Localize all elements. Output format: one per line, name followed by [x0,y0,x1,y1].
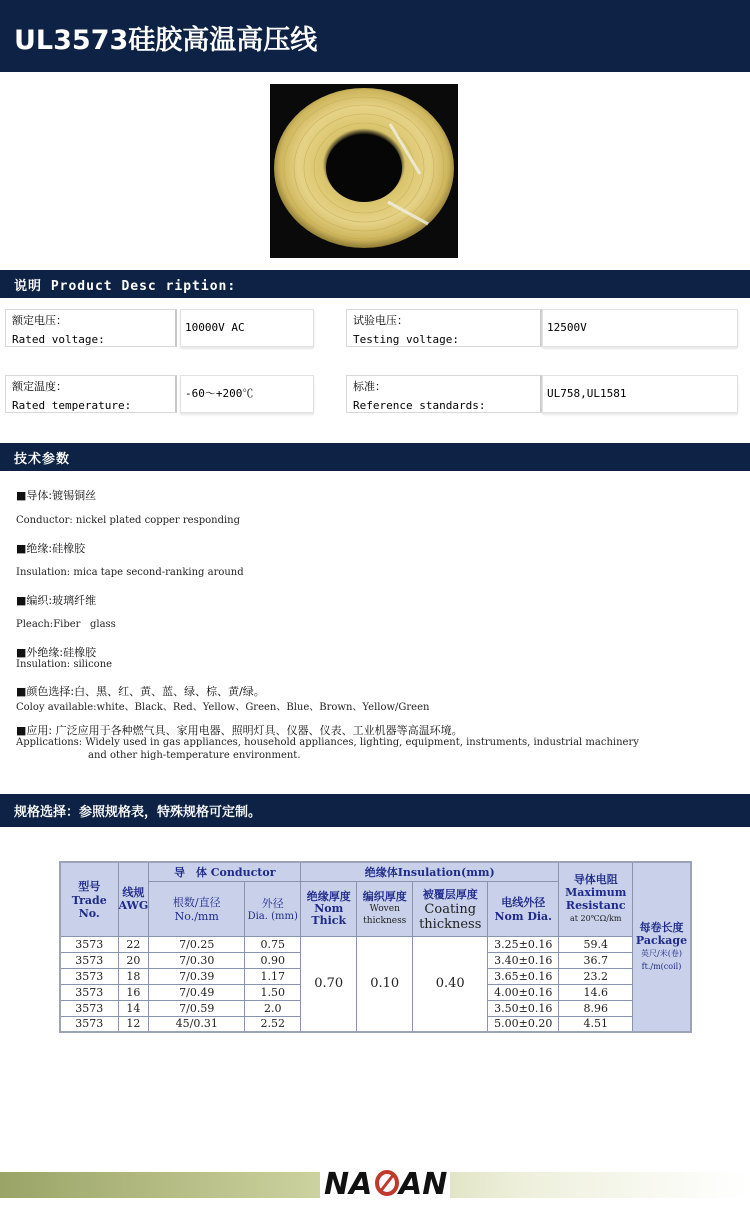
header-nom-thick-cn: 绝缘厚度 [306,889,351,903]
header-dia [245,881,301,936]
header-od [488,881,559,936]
cell-strands: 7/0.30 [149,952,245,968]
header-resistance-unit: at 20℃Ω/km [570,914,622,924]
cell-od: 3.25±0.16 [488,936,559,952]
header-nom-thick [301,881,357,936]
header-woven-cn: 编织厚度 [362,889,407,903]
cell-od: 3.50±0.16 [488,1000,559,1016]
section-tech-header [0,443,750,471]
wire-coil-image [270,84,458,258]
header-model-en: Trade No. [71,894,107,921]
cell-strands: 45/0.31 [149,1016,245,1032]
standards-label-cn: 标准： [353,380,386,393]
cell-awg: 20 [118,952,149,968]
cell-res: 36.7 [559,952,633,968]
cell-model: 3573 [60,984,118,1000]
header-resistance-cn: 导体电阻 [573,873,618,887]
jacket-cn: ■外绝缘:硅橡胶 [16,646,97,659]
header-insulation: 绝缘体Insulation(mm) [301,862,559,881]
header-od-en: Nom Dia. [494,910,552,923]
test-voltage-value: 12500V [542,309,738,347]
section-description-title: 说明 Product Desc ription: [14,279,237,294]
section-tech-title: 技术参数 [14,452,71,467]
cell-dia: 1.50 [245,984,301,1000]
cell-dia: 1.17 [245,968,301,984]
header-package-en: Package [635,934,688,947]
test-voltage-label [346,309,542,347]
header-strands [149,881,245,936]
header-dia-cn: 外径 [261,897,284,910]
section-spec-header [0,794,750,827]
product-photo [270,84,458,258]
header-awg: 线规 AWG [118,862,149,936]
braid-en: Pleach:Fiber glass [16,619,116,630]
cell-res: 4.51 [559,1016,633,1032]
rated-voltage-label-en: Rated voltage: [12,333,105,346]
cell-nom-thick: 0.70 [301,936,357,1032]
header-resistance [559,862,633,936]
cell-od: 3.40±0.16 [488,952,559,968]
logo-text-an: AN [399,1167,448,1200]
cell-od: 3.65±0.16 [488,968,559,984]
cell-od: 4.00±0.16 [488,984,559,1000]
applications-cn: ■应用: 广泛应用于各种燃气具、家用电器、照明灯具、仪器、仪表、工业机器等高温环境。 [16,724,463,737]
cell-res: 59.4 [559,936,633,952]
color-cn: ■颜色选择:白、黑、红、黄、蓝、绿、棕、黄/绿。 [16,685,265,698]
cell-model: 3573 [60,936,118,952]
header-woven [357,881,413,936]
rated-voltage-label-cn: 额定电压： [12,314,67,327]
header-dia-en: Dia. (mm) [247,911,298,922]
table-row [60,936,691,952]
conductor-cn: ■导体:镀锡铜丝 [16,489,97,502]
standards-value: UL758,UL1581 [542,375,738,413]
header-strands-en: No./mm [174,910,219,923]
header-package [633,862,691,1032]
conductor-en: Conductor: nickel plated copper responding [16,515,241,526]
logo-text-na: NA [324,1167,373,1200]
header-model [60,862,118,936]
rated-temp-label-en: Rated temperature: [12,399,132,412]
cell-dia: 2.0 [245,1000,301,1016]
cell-woven: 0.10 [357,936,413,1032]
section-description-header [0,270,750,298]
cell-res: 14.6 [559,984,633,1000]
header-woven-en: Woven thickness [363,903,407,926]
standards-label [346,375,542,413]
cell-coating: 0.40 [413,936,488,1032]
header-coating-cn: 被覆层厚度 [422,887,478,901]
insulation-en: Insulation: mica tape second-ranking around [16,567,244,578]
header-nom-thick-en: Nom Thick [311,901,347,927]
cell-od: 5.00±0.20 [488,1016,559,1032]
cell-dia: 2.52 [245,1016,301,1032]
cell-model: 3573 [60,968,118,984]
cell-res: 8.96 [559,1000,633,1016]
header-coating-en: Coating thickness [419,901,482,932]
jacket-en: Insulation: silicone [16,659,113,670]
cell-strands: 7/0.39 [149,968,245,984]
insulation-cn: ■绝缘:硅橡胶 [16,542,86,555]
applications-en: Applications: Widely used in gas appliances, household appliances, lighting, equipment, instruments, industrial machinery [16,737,639,748]
test-voltage-label-cn: 试验电压： [353,314,408,327]
header-package-cn: 每卷长度 [639,921,684,934]
header-coating [413,881,488,936]
section-spec-title: 规格选择：参照规格表，特殊规格可定制。 [14,805,262,820]
braid-cn: ■编织:玻璃纤维 [16,594,97,607]
color-en: Coloy available:white、Black、Red、Yellow、Green、Blue、Brown、Yellow/Green [16,702,430,713]
applications-en-cont: and other high-temperature environment. [88,750,301,761]
cell-model: 3573 [60,1016,118,1032]
cell-awg: 14 [118,1000,149,1016]
header-strands-cn: 根数/直径 [172,896,221,909]
cell-dia: 0.90 [245,952,301,968]
cell-model: 3573 [60,1000,118,1016]
header-conductor: 导 体 Conductor [149,862,301,881]
rated-voltage-value: 10000V AC [180,309,314,347]
page-header [0,0,750,72]
standards-label-en: Reference standards: [353,399,486,412]
cell-strands: 7/0.59 [149,1000,245,1016]
rated-temp-label [5,375,177,413]
header-od-cn: 电线外径 [501,896,546,909]
cell-model: 3573 [60,952,118,968]
cell-res: 23.2 [559,968,633,984]
rated-temp-label-cn: 额定温度： [12,380,67,393]
cell-awg: 12 [118,1016,149,1032]
cell-dia: 0.75 [245,936,301,952]
cell-awg: 16 [118,984,149,1000]
header-package-unit: 英尺/米(卷) [641,949,682,958]
header-model-cn: 型号 [78,880,101,894]
cell-strands: 7/0.25 [149,936,245,952]
naoan-logo [320,1160,450,1200]
cell-strands: 7/0.49 [149,984,245,1000]
cell-awg: 18 [118,968,149,984]
test-voltage-label-en: Testing voltage: [353,333,459,346]
rated-voltage-label [5,309,177,347]
header-package-unit-en: ft./m(coil) [641,962,682,971]
rated-temp-value: -60～+200℃ [180,375,314,413]
page-title: UL3573硅胶高温高压线 [14,25,318,56]
cell-awg: 22 [118,936,149,952]
header-resistance-en: Maximum Resistanc [565,886,627,913]
spec-table [59,861,692,1033]
